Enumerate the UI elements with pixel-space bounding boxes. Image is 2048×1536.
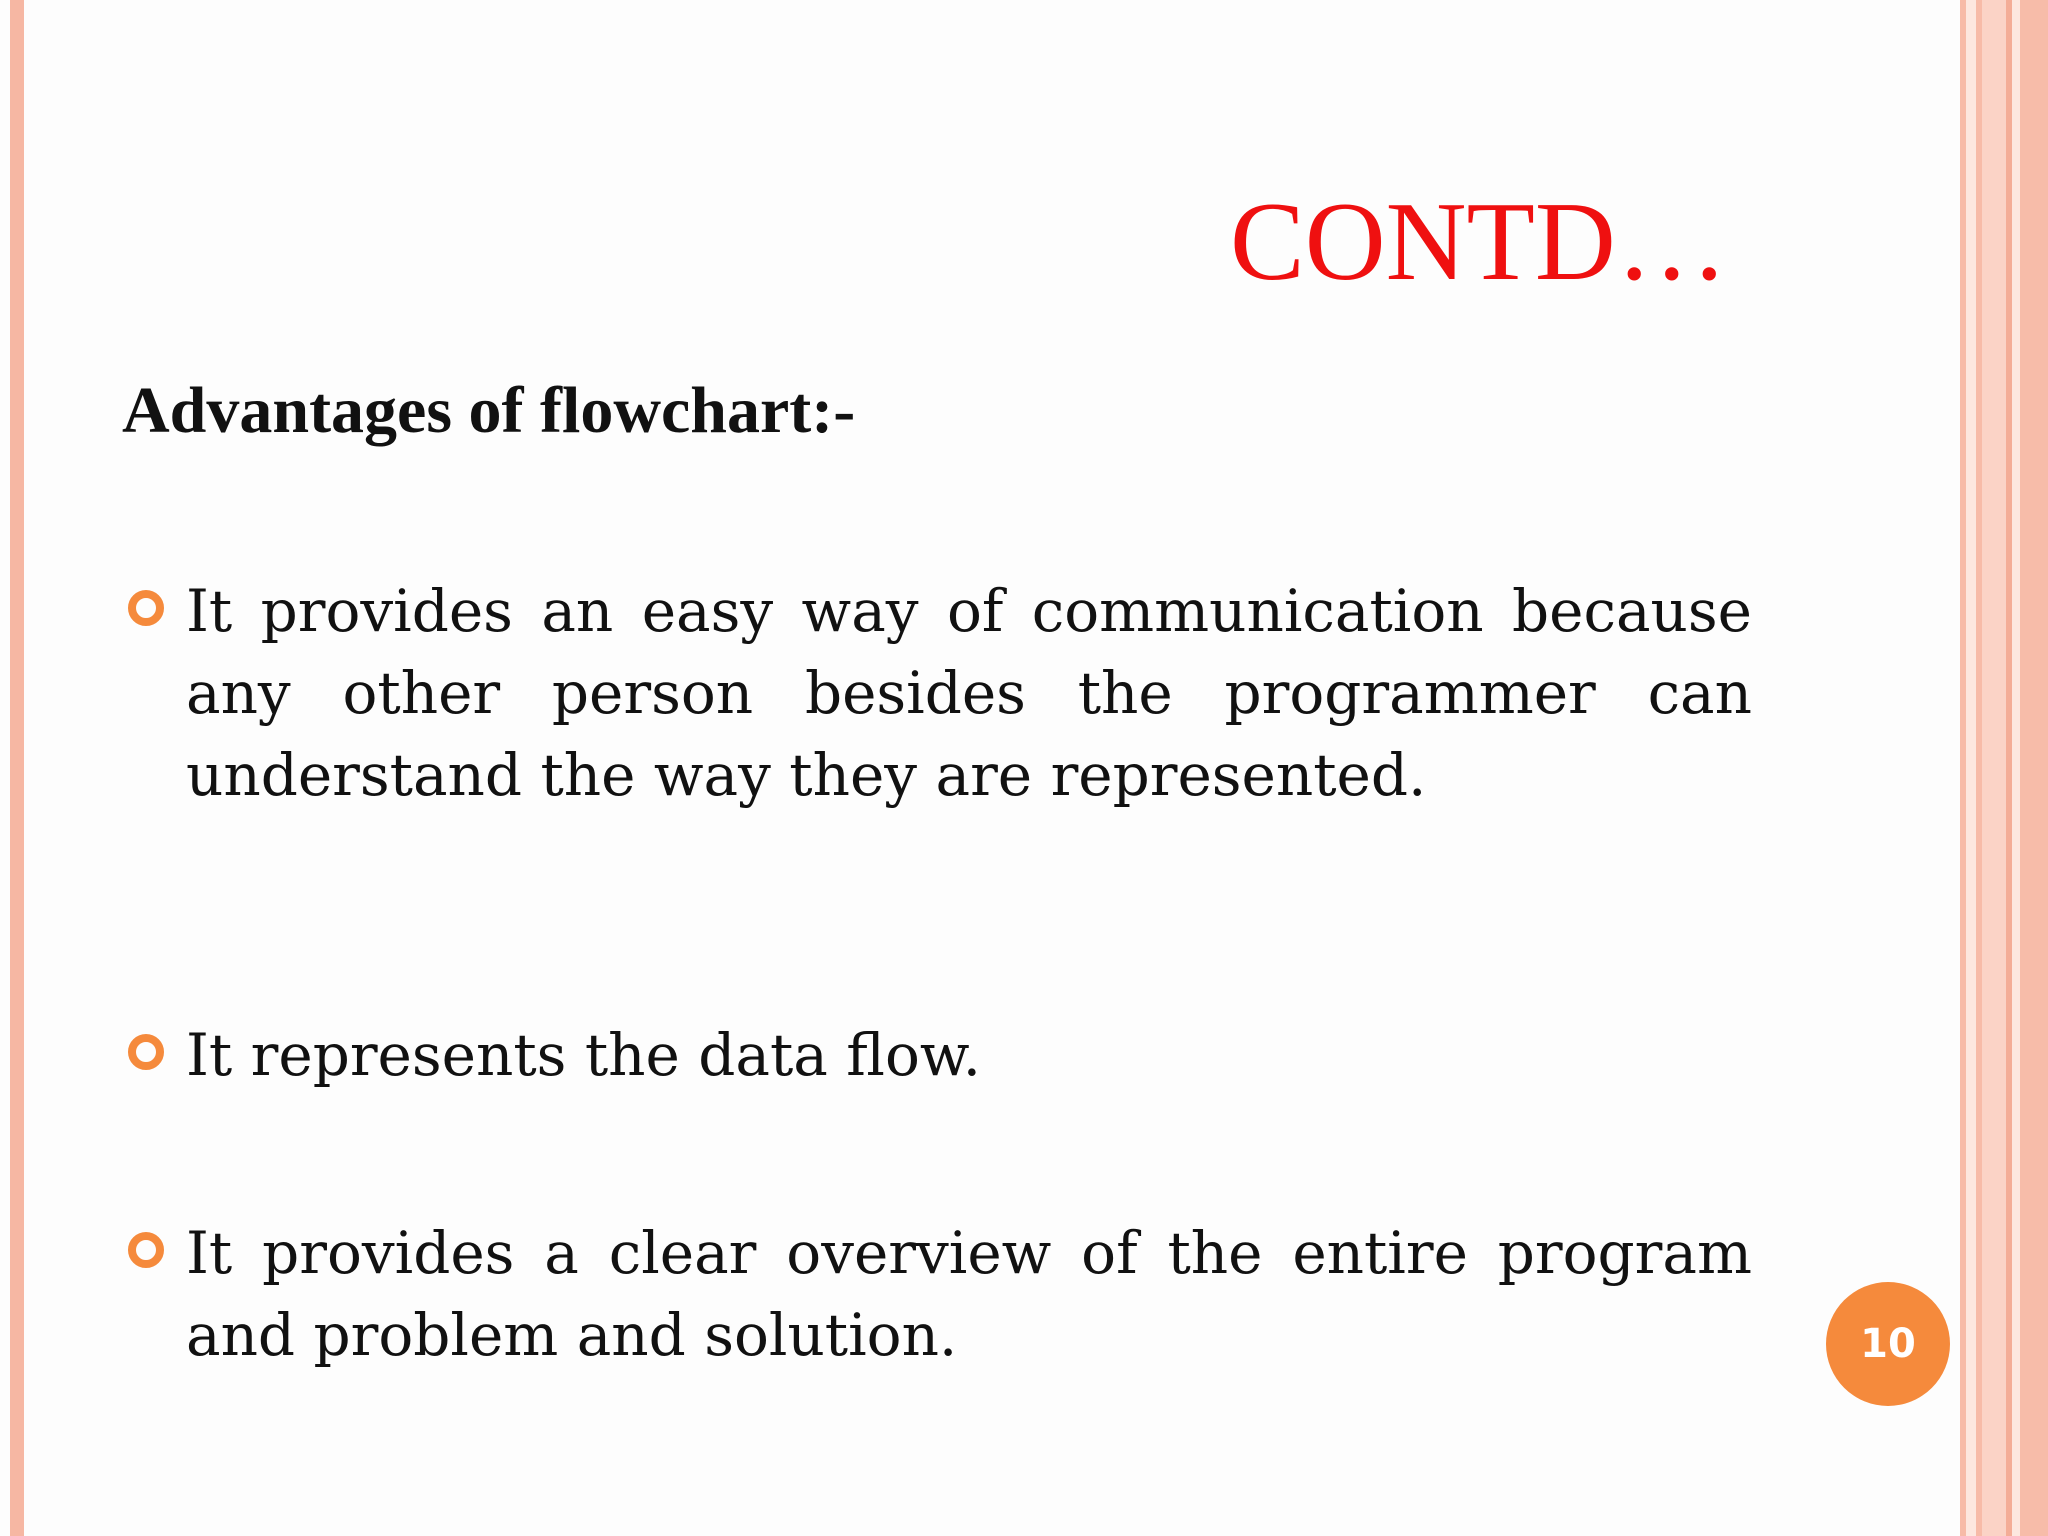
right-border-stripe — [2020, 0, 2048, 1536]
right-border-stripe — [1966, 0, 1976, 1536]
bullet-text: It provides a clear overview of the entire program and problem and solution. — [186, 1219, 1752, 1369]
slide-subtitle: Advantages of flowchart:- — [122, 374, 856, 447]
bullet-text: It provides an easy way of communication because any other person besides the programmer can understand the way they are represented. — [186, 577, 1752, 809]
bullet-text: It represents the data flow. — [186, 1021, 982, 1089]
bullet-circle-icon — [128, 1034, 164, 1070]
right-border-stripe — [2012, 0, 2020, 1536]
bullet-circle-icon — [128, 1232, 164, 1268]
left-border-stripe — [10, 0, 24, 1536]
slide-title: CONTD… — [1230, 180, 1728, 304]
bullet-circle-icon — [128, 590, 164, 626]
page-number-badge: 10 — [1826, 1282, 1950, 1406]
bullet-item — [186, 1212, 1752, 1376]
bullet-item — [186, 570, 1752, 816]
right-border-stripe — [1982, 0, 2006, 1536]
bullet-item — [186, 1014, 1752, 1096]
